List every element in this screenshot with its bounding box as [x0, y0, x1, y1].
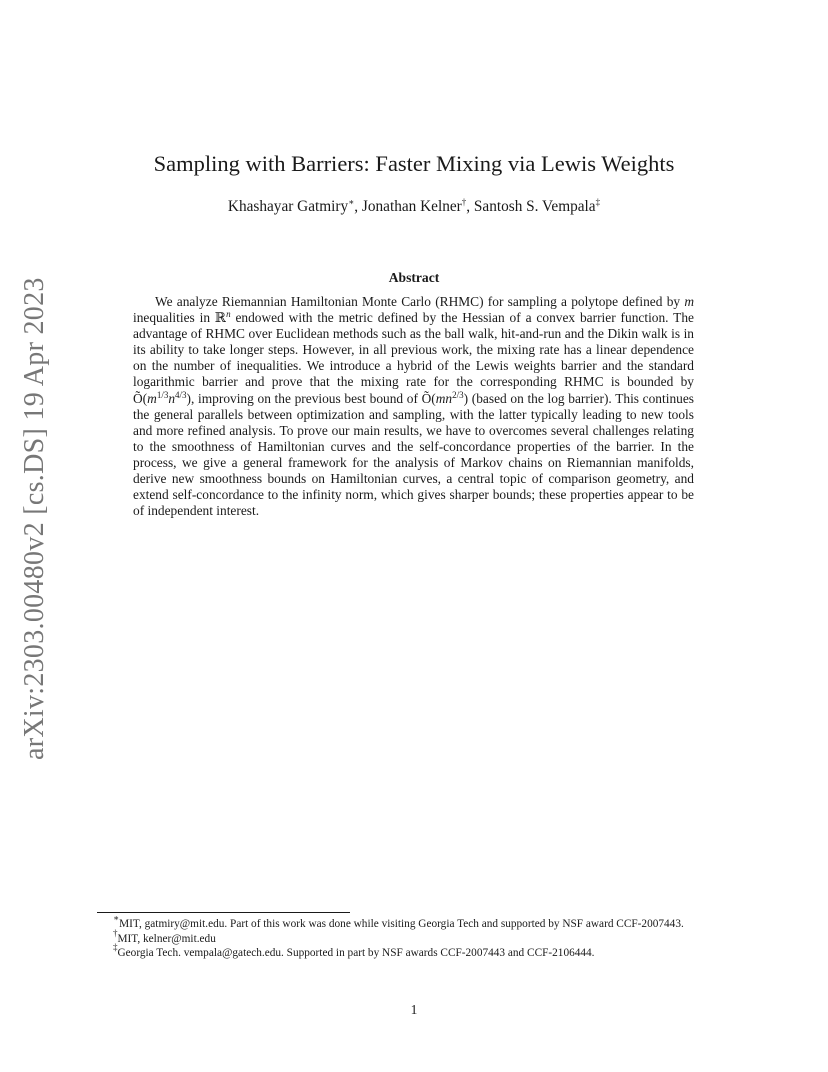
abstract-heading: Abstract [388, 270, 440, 285]
math-reals: ℝ [214, 310, 227, 326]
page-number: 1 [410, 1002, 418, 1017]
arxiv-identifier: arXiv:2303.00480v2 [cs.DS] 19 Apr 2023 [19, 277, 50, 760]
footnote-mark: ‡ [113, 942, 118, 953]
footnote-mark: ∗ [113, 913, 120, 923]
math-variable: m [684, 294, 694, 309]
paper-title: Sampling with Barriers: Faster Mixing via Lewis Weights [153, 151, 675, 176]
math-bound: $Õ(m^{1/3}n^{4/3})$ [133, 389, 192, 406]
author-footnote-mark: † [461, 197, 467, 207]
footnote-rule [97, 912, 350, 913]
math-bound: $Õ(mn^{2/3})$ [421, 389, 469, 406]
author-name: Jonathan Kelner [361, 198, 462, 215]
footnotes [97, 913, 733, 961]
abstract-body: We analyze Riemannian Hamiltonian Monte Carlo (RHMC) for sampling a polytope defined by m inequalities in ℝ$^n$ endowed with the metric defined by the Hessian of a convex barrier function. The advantage of RHMC over Euclidean methods such as the ball walk, hit-and-run and the Dikin walk is in its ability to take longer steps. However, in all previous work, the mixing rate has a linear dependence on the number of inequalities. We introduce a hybrid of the Lewis weights barrier and the standard logarithmic barrier and prove that the mixing rate for the corresponding RHMC is bounded by $Õ(m^{1/3}n^{4/3})$, improving on the previous best bound of $Õ(mn^{2/3})$ (based on the log barrier). This continues the general parallels between optimization and sampling, with the latter typically leading to new tools and more refined analysis. To prove our main results, we have to overcomes several challenges relating to the smoothness of Hamiltonian curves and the self-concordance properties of the barrier. In the process, we give a general framework for the analysis of Markov chains on Riemannian manifolds, derive new smoothness bounds on Hamiltonian curves, a central topic of comparison geometry, and extend self-concordance to the infinity norm, which gives sharper bounds; these properties appear to be of independent interest. [133, 294, 694, 519]
author-list: Khashayar Gatmiry∗, Jonathan Kelner†, Santosh S. Vempala‡ [227, 197, 601, 215]
footnote-mark: † [113, 927, 118, 938]
footnote: ∗MIT, gatmiry@mit.edu. Part of this work was done while visiting Georgia Tech and supported by NSF award CCF-2007443. [113, 913, 684, 930]
footnote: ‡Georgia Tech. vempala@gatech.edu. Supported in part by NSF awards CCF-2007443 and CCF-2106444. [113, 942, 595, 960]
author-name: Khashayar Gatmiry [227, 198, 349, 215]
footnote: †MIT, kelner@mit.edu [113, 927, 216, 945]
author-footnote-mark: ∗ [348, 197, 355, 207]
author-name: Santosh S. Vempala [473, 198, 596, 215]
author-footnote-mark: ‡ [595, 197, 601, 207]
